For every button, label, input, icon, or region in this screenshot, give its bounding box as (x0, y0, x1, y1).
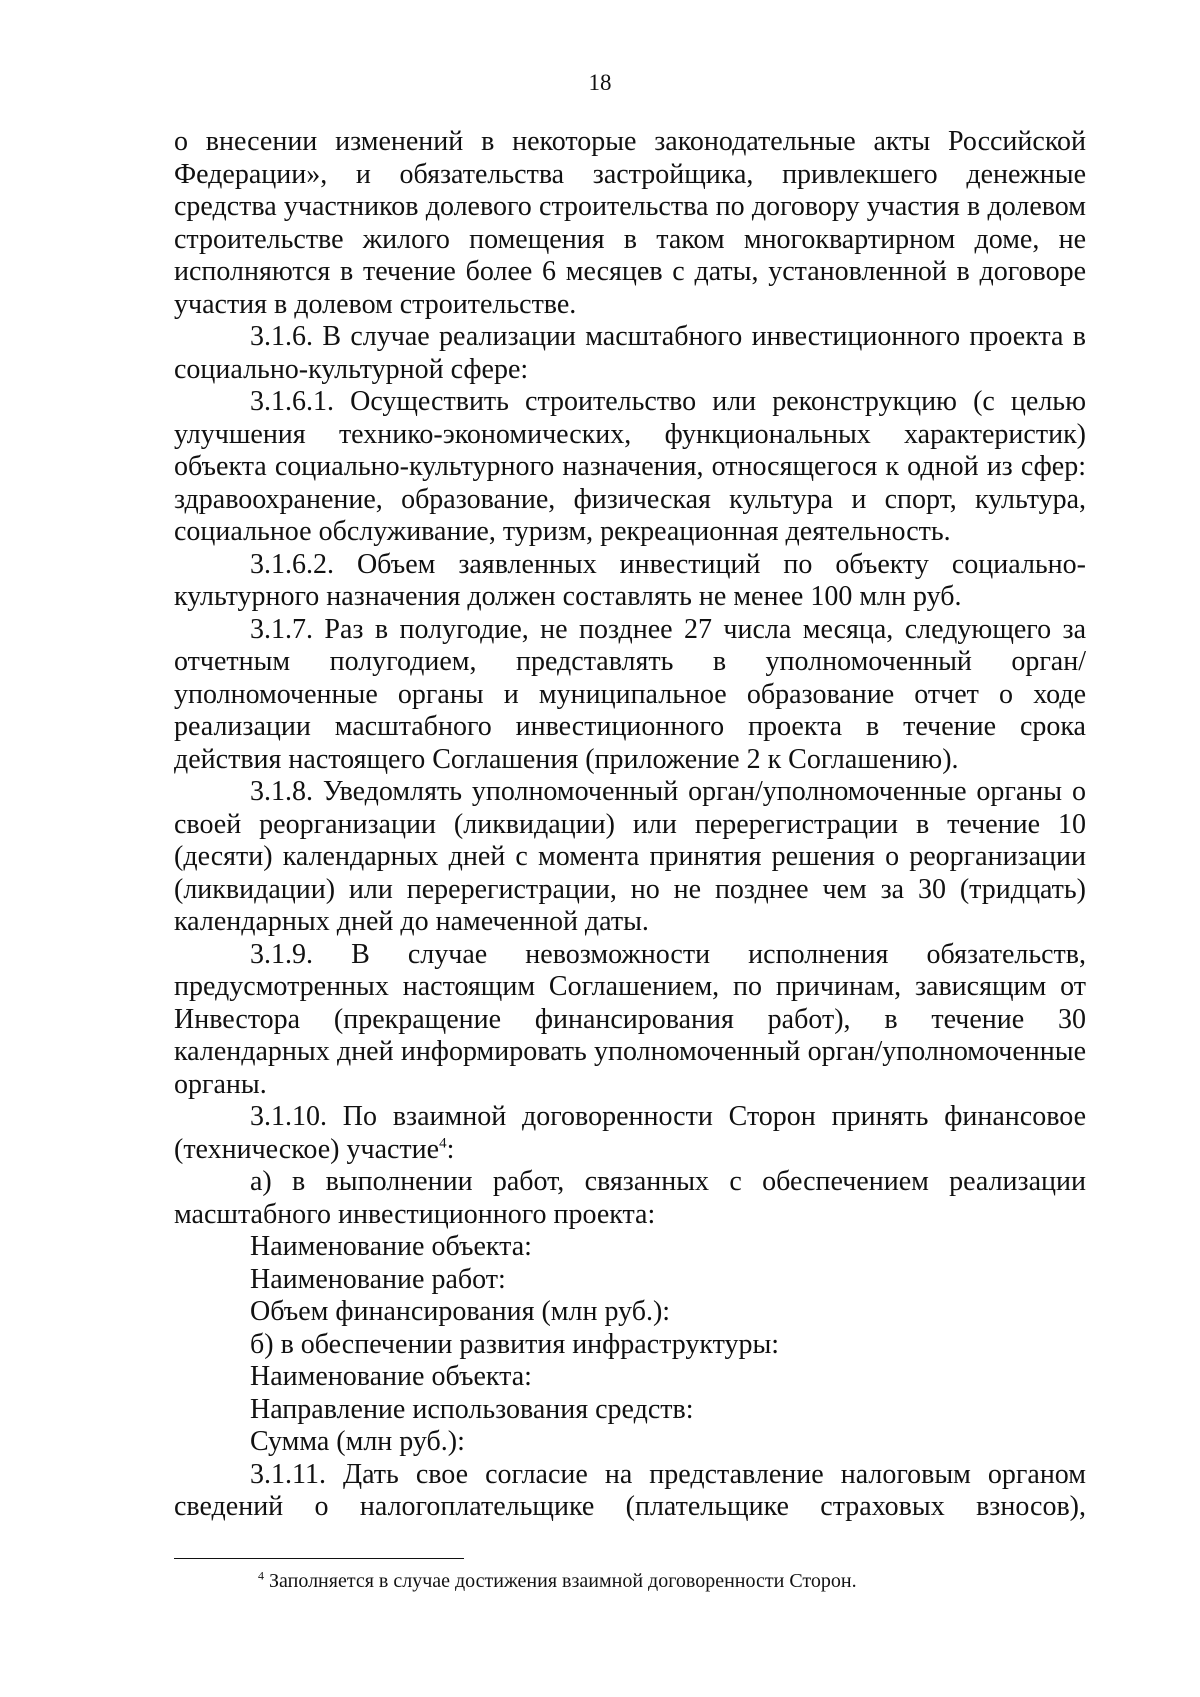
paragraph-continuation: о внесении изменений в некоторые законодательные акты Российской Федерации», и обязательства застройщика, привлекшего денежные средства участников долевого строительства по договору участия в долевом строительстве жилого помещения в таком многоквартирном доме, не исполняются в течение более 6 месяцев с даты, установленной в договоре участия в долевом строительстве. (174, 126, 1086, 320)
clause-3-1-10 (174, 1101, 1086, 1166)
field-funds-direction: Направление использования средств: (250, 1393, 694, 1425)
footnote-reference: 4 (439, 1135, 447, 1152)
footnote (258, 1568, 1086, 1594)
field-object-name: Наименование объекта: (250, 1231, 532, 1262)
footnote-separator (174, 1558, 464, 1559)
field-work-name: Наименование работ: (250, 1263, 506, 1295)
page-number: 18 (588, 70, 612, 95)
clause-3-1-6-2: 3.1.6.2. Объем заявленных инвестиций по объекту социально-культурного назначения должен составлять не менее 100 млн руб. (174, 548, 1086, 612)
item-b: б) в обеспечении развития инфраструктуры: (250, 1328, 780, 1360)
clause-3-1-8: 3.1.8. Уведомлять уполномоченный орган/уполномоченные органы о своей реорганизации (ликвидации) или перерегистрации в течение 10 (десяти) календарных дней с момента принятия решения о реорганизации (ликвидации) или перерегистрации, но не позднее чем за 30 (тридцать) календарных дней до намеченной даты. (174, 776, 1086, 937)
item-a: а) в выполнении работ, связанных с обеспечением реализации масштабного инвестиционного проекта: (174, 1166, 1086, 1230)
clause-3-1-10-colon: : (446, 1133, 455, 1165)
clause-3-1-9: 3.1.9. В случае невозможности исполнения обязательств, предусмотренных настоящим Соглашением, по причинам, зависящим от Инвестора (прекращение финансирования работ), в течение 30 календарных дней информировать уполномоченный орган/уполномоченные органы. (174, 938, 1086, 1100)
footnote-mark: 4 (258, 1568, 264, 1583)
field-amount: Сумма (млн руб.): (250, 1426, 465, 1457)
field-funding-volume: Объем финансирования (млн руб.): (250, 1296, 671, 1327)
field-object-name-2: Наименование объекта: (250, 1361, 532, 1392)
document-body (174, 126, 1086, 1524)
clause-3-1-6-1: 3.1.6.1. Осуществить строительство или реконструкцию (с целью улучшения технико-экономических, функциональных характеристик) объекта социально-культурного назначения, относящегося к одной из сфер: здравоохранение, образование, физическая культура и спорт, культура, социальное обслуживание, туризм, рекреационная деятельность. (174, 386, 1086, 547)
clause-3-1-6: 3.1.6. В случае реализации масштабного инвестиционного проекта в социально-культурной сфере: (174, 321, 1086, 385)
footnote-text: Заполняется в случае достижения взаимной договоренности Сторон. (264, 1570, 857, 1592)
clause-3-1-10-text: 3.1.10. По взаимной договоренности Сторон принять финансовое (техническое) участие (174, 1101, 1086, 1165)
clause-3-1-7: 3.1.7. Раз в полугодие, не позднее 27 числа месяца, следующего за отчетным полугодием, представлять в уполномоченный орган/уполномоченные органы и муниципальное образование отчет о ходе реализации масштабного инвестиционного проекта в течение срока действия настоящего Соглашения (приложение 2 к Соглашению). (174, 613, 1086, 775)
clause-3-1-11: 3.1.11. Дать свое согласие на представление налоговым органом сведений о налогоплательщике (плательщике страховых взносов), (174, 1458, 1086, 1522)
